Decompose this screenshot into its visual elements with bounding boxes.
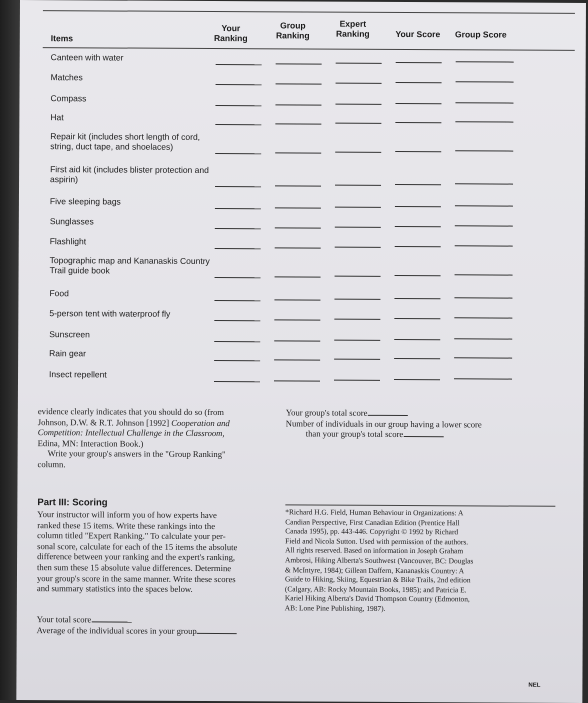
group-score-summary — [286, 407, 556, 440]
expert-ranking-blank[interactable] — [334, 319, 380, 320]
group-score-blank[interactable] — [456, 61, 514, 62]
expert-ranking-blank[interactable] — [336, 83, 382, 84]
reference-line: Ambrosi, Hiking Alberta's Southwest (Vancouver, BC: Douglas — [285, 555, 474, 566]
col-head-items: Items — [50, 33, 74, 44]
reference-line: *Richard H.G. Field, Human Behaviour in Organizations: A — [285, 507, 464, 518]
lower-score-line: Number of individuals in our group having a lower score — [285, 417, 482, 430]
item-label: Compass — [50, 93, 87, 104]
reference-line: Canada 1995), pp. 443-446. Copyright © 1992 by Richard — [285, 526, 459, 537]
part3-line: then sum these 15 absolute value differences. Determine — [37, 562, 232, 574]
your-ranking-blank[interactable] — [215, 105, 261, 106]
reference-line: AB: Lone Pine Publishing, 1987). — [284, 603, 386, 613]
item-label: Insect repellent — [49, 369, 107, 380]
group-score-blank[interactable] — [456, 81, 514, 82]
group-ranking-blank[interactable] — [274, 319, 320, 320]
instr-line-4: Edina, MN: Interaction Book.) — [37, 437, 144, 449]
item-label: Five sleeping bags — [49, 196, 121, 207]
your-score-blank[interactable] — [395, 275, 441, 276]
your-score-blank[interactable] — [394, 339, 440, 340]
your-score-blank[interactable] — [394, 379, 440, 380]
item-label: 5-person tent with waterproof fly — [49, 308, 171, 319]
group-score-blank[interactable] — [454, 317, 512, 318]
your-score-blank[interactable] — [395, 226, 441, 227]
expert-ranking-blank[interactable] — [336, 63, 382, 64]
expert-ranking-blank[interactable] — [335, 207, 381, 208]
your-ranking-blank[interactable] — [214, 300, 260, 301]
expert-ranking-blank[interactable] — [335, 123, 381, 124]
expert-ranking-blank[interactable] — [335, 276, 381, 277]
item-label: First aid kit (includes blister protection and aspirin) — [50, 164, 209, 185]
lower-score-blank[interactable] — [403, 429, 443, 437]
your-score-blank[interactable] — [396, 82, 442, 83]
reference-line: Kariel Hiking Alberta's David Thompson Country (Edmonton, — [284, 593, 470, 604]
expert-ranking-blank[interactable] — [334, 359, 380, 360]
group-ranking-blank[interactable] — [275, 207, 321, 208]
group-ranking-blank[interactable] — [276, 83, 322, 84]
item-label: Matches — [50, 72, 83, 83]
item-label: Rain gear — [49, 348, 87, 359]
your-score-blank[interactable] — [395, 206, 441, 207]
group-score-blank[interactable] — [455, 150, 513, 151]
item-label: Topographic map and Kananaskis Country Trail guide book — [49, 255, 210, 276]
group-score-blank[interactable] — [454, 297, 512, 298]
instr-line-3: Competition: Intellectual Challenge in the Classroom, — [37, 427, 225, 439]
group-score-blank[interactable] — [455, 183, 513, 184]
expert-ranking-blank[interactable] — [335, 104, 381, 105]
reference-line: Field and Nicola Sutton. Used with permission of the authors. — [285, 536, 469, 547]
group-ranking-blank[interactable] — [275, 185, 321, 186]
group-ranking-blank[interactable] — [276, 63, 322, 64]
total-score-blank[interactable] — [91, 614, 131, 622]
part3-line: Your instructor will inform you of how experts have — [37, 509, 217, 521]
group-score-blank[interactable] — [454, 357, 512, 358]
expert-ranking-blank[interactable] — [335, 185, 381, 186]
item-label: Hat — [50, 112, 64, 123]
part3-line: and summary statistics into the spaces below. — [36, 583, 193, 595]
your-ranking-blank[interactable] — [215, 277, 261, 278]
group-score-blank[interactable] — [455, 205, 513, 206]
reference-line: (Calgary, AB: Rocky Mountain Books, 1985); and Patricia E. — [284, 584, 467, 595]
expert-ranking-blank[interactable] — [334, 299, 380, 300]
group-score-blank[interactable] — [454, 378, 512, 379]
reference-line: Guide to Hiking, Skiing, Equestrian & Bike Trails, 2nd edition — [284, 574, 471, 585]
part3-title: Part III: Scoring — [37, 497, 108, 509]
instr-line-6: column. — [37, 459, 66, 470]
your-score-blank[interactable] — [394, 358, 440, 359]
expert-ranking-blank[interactable] — [334, 340, 380, 341]
part3-line: ranked these 15 items. Write these rankings into the — [37, 519, 216, 531]
group-score-blank[interactable] — [455, 274, 513, 275]
group-ranking-blank[interactable] — [274, 380, 320, 381]
lower-score-line-2: than your group's total score — [286, 429, 556, 441]
group-ranking-blank[interactable] — [274, 299, 320, 300]
group-ranking-blank[interactable] — [275, 104, 321, 105]
instructions-continued — [38, 406, 288, 471]
your-score-blank[interactable] — [395, 151, 441, 152]
footer-mark: NEL — [528, 682, 541, 689]
your-ranking-blank[interactable] — [215, 248, 261, 249]
group-score-blank[interactable] — [454, 338, 512, 339]
group-total-score-line: Your group's total score — [286, 407, 556, 419]
item-label: Canteen with water — [50, 52, 124, 63]
your-ranking-blank[interactable] — [214, 360, 260, 361]
total-score-line: Your total score — [37, 614, 287, 626]
your-ranking-blank[interactable] — [215, 228, 261, 229]
group-score-blank[interactable] — [455, 102, 513, 103]
part3-line: difference between your ranking and the expert's ranking, — [37, 551, 236, 563]
your-ranking-blank[interactable] — [214, 381, 260, 382]
instr-line-5: Write your group's answers in the "Group Ranking" — [47, 448, 226, 460]
group-ranking-blank[interactable] — [275, 123, 321, 124]
group-score-blank[interactable] — [455, 245, 513, 246]
item-label: Sunglasses — [49, 216, 94, 227]
your-score-blank[interactable] — [394, 318, 440, 319]
your-ranking-blank[interactable] — [215, 186, 261, 187]
your-ranking-blank[interactable] — [215, 208, 261, 209]
your-ranking-blank[interactable] — [215, 124, 261, 125]
your-score-blank[interactable] — [395, 184, 441, 185]
top-rule — [43, 10, 575, 14]
expert-ranking-blank[interactable] — [335, 152, 381, 153]
item-label: Food — [49, 288, 69, 299]
group-ranking-blank[interactable] — [275, 276, 321, 277]
group-ranking-blank[interactable] — [275, 247, 321, 248]
your-ranking-blank[interactable] — [214, 320, 260, 321]
your-score-blank[interactable] — [395, 122, 441, 123]
expert-ranking-blank[interactable] — [335, 247, 381, 248]
instr-line-2: Johnson, D.W. & R.T. Johnson [1992] Cooperation and — [37, 416, 230, 428]
item-label: Repair kit (includes short length of cord, string, duct tape, and shoelaces) — [50, 131, 201, 152]
reference-note — [285, 504, 556, 614]
part3-line: column titled "Expert Ranking." To calculate your per- — [37, 530, 226, 542]
part3-line: your group's score in the same manner. Write these scores — [36, 572, 236, 584]
your-score-blank[interactable] — [396, 62, 442, 63]
item-label: Sunscreen — [49, 329, 90, 340]
expert-ranking-blank[interactable] — [335, 227, 381, 228]
part3-line: sonal score, calculate for each of the 15 items the absolute — [37, 540, 238, 552]
your-ranking-blank[interactable] — [215, 153, 261, 154]
your-score-blank[interactable] — [394, 298, 440, 299]
group-ranking-blank[interactable] — [274, 359, 320, 360]
group-total-score-blank[interactable] — [367, 408, 407, 416]
group-ranking-blank[interactable] — [275, 152, 321, 153]
average-score-line: Average of the individual scores in your group — [37, 625, 297, 637]
reference-line: All rights reserved. Based on information in Joseph Graham — [285, 545, 464, 556]
col-head-group-score: Group Score — [455, 29, 507, 40]
part3-instructions — [37, 509, 287, 595]
your-score-blank[interactable] — [395, 103, 441, 104]
average-score-blank[interactable] — [197, 626, 237, 634]
your-score-blank[interactable] — [395, 246, 441, 247]
your-ranking-blank[interactable] — [216, 64, 262, 65]
your-ranking-blank[interactable] — [214, 341, 260, 342]
header-rule — [43, 47, 575, 51]
expert-ranking-blank[interactable] — [334, 380, 380, 381]
col-head-your-score: Your Score — [395, 28, 441, 40]
col-head-group-ranking: Group Ranking — [276, 20, 310, 41]
group-ranking-blank[interactable] — [275, 227, 321, 228]
group-score-blank[interactable] — [455, 225, 513, 226]
item-label: Flashlight — [49, 236, 87, 247]
reference-line: Candian Perspective, First Canadian Edition (Prentice Hall — [285, 516, 460, 527]
instr-line-1: evidence clearly indicates that you should do so (from — [37, 406, 225, 418]
group-score-blank[interactable] — [455, 121, 513, 122]
group-ranking-blank[interactable] — [274, 340, 320, 341]
your-ranking-blank[interactable] — [216, 84, 262, 85]
col-head-expert-ranking: Expert Ranking — [336, 18, 370, 39]
worksheet-page — [16, 0, 586, 703]
col-head-your-ranking: Your Ranking — [214, 23, 248, 44]
reference-line: & McIntyre, 1984); Gillean Daffern, Kananaskis Country: A — [284, 564, 465, 575]
